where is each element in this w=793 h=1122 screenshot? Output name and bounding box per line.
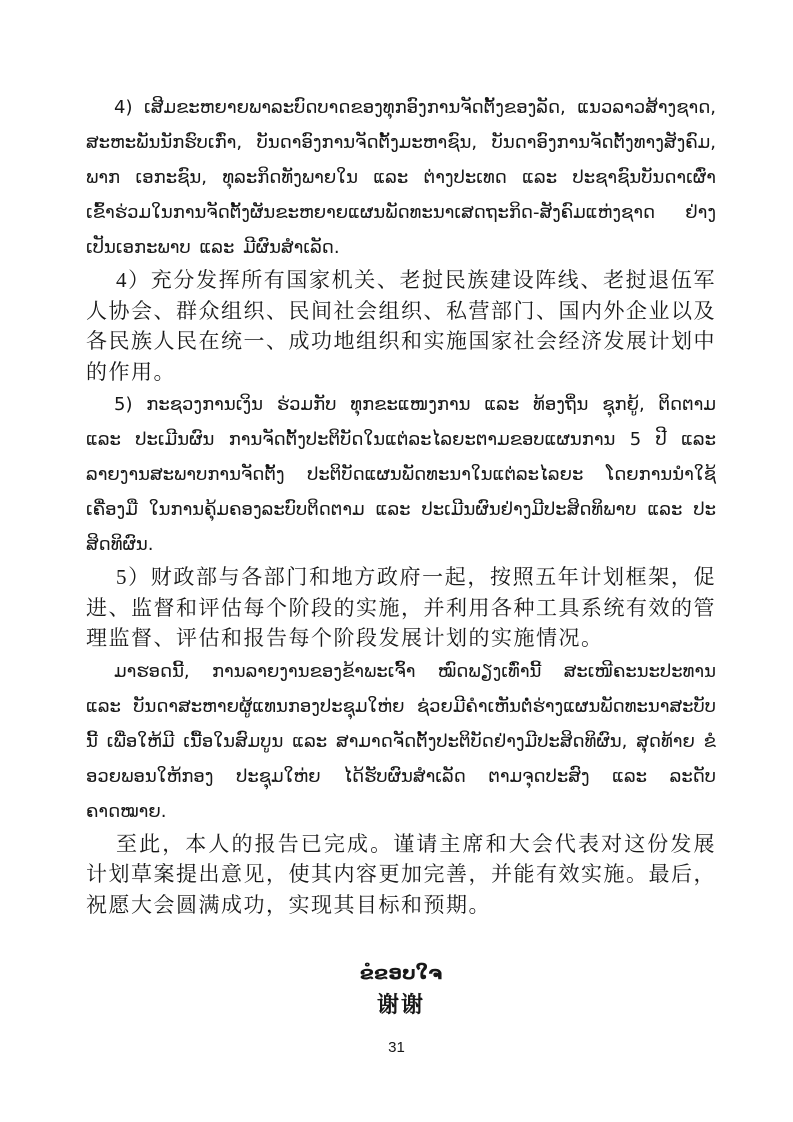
paragraph-closing-remarks-chinese: 至此，本人的报告已完成。谨请主席和大会代表对这份发展计划草案提出意见，使其内容更加完善，并能有效实施。最后，祝愿大会圆满成功，实现其目标和预期。	[86, 831, 716, 917]
paragraph-item-4-lao: 4) ເສີມຂະຫຍາຍພາລະບົດບາດຂອງທຸກອົງການຈັດຕັ້ງຂອງລັດ, ແນວລາວສ້າງຊາດ, ສະຫະພັນນັກຮົບເກົ່າ, ບັນດາອົງການຈັດຕັ້ງມະຫາຊົນ, ບັນດາອົງການຈັດຕັ້ງທາງສັງຄົມ, ພາກ ເອກະຊົນ, ທຸລະກິດທັງພາຍໃນ ແລະ ຕ່າງປະເທດ ແລະ ປະຊາຊົນບັນດາເຜົ່າ ເຂົ້າຮ່ວມໃນການຈັດຕັ້ງຜັນຂະຫຍາຍແຜນພັດທະນາເສດຖະກິດ-ສັງຄົມແຫ່ງຊາດ ຢ່າງເປັນເອກະພາບ ແລະ ມີຜົນສໍາເລັດ.	[86, 97, 716, 258]
thank-you-block	[86, 958, 716, 1022]
paragraph-item-5-lao: 5) ກະຊວງການເງິນ ຮ່ວມກັບ ທຸກຂະແໜງການ ແລະ ທ້ອງຖິ່ນ ຊຸກຍູ້, ຕິດຕາມ ແລະ ປະເມີນຜົນ ການຈັດຕັ້ງປະຕິບັດໃນແຕ່ລະໄລຍະຕາມຂອບແຜນການ 5 ປີ ແລະ ລາຍງານສະພາບການຈັດຕັ້ງ ປະຕິບັດແຜນພັດທະນາໃນແຕ່ລະໄລຍະ ໂດຍການນໍາໃຊ້ເຄື່ອງມື ໃນການຄຸ້ມຄອງລະບົບຕິດຕາມ ແລະ ປະເມີນຜົນຢ່າງມີປະສິດທິພາບ ແລະ ປະສິດທິຜົນ.	[86, 394, 716, 555]
paragraph-item-5-chinese: 5）财政部与各部门和地方政府一起，按照五年计划框架，促进、监督和评估每个阶段的实施，并利用各种工具系统有效的管理监督、评估和报告每个阶段发展计划的实施情况。	[86, 565, 716, 650]
page-number: 31	[388, 1039, 405, 1056]
paragraph-closing-remarks-lao: ມາຮອດນີ້, ການລາຍງານຂອງຂ້າພະເຈົ້າ ໝົດພຽງເທົ່ານີ້ ສະເໜີຄະນະປະທານ ແລະ ບັນດາສະຫາຍຜູ້ແທນກອງປະຊຸມໃຫ່ຍ ຊ່ວຍມີຄໍາເຫັນຕໍ່ຮ່າງແຜນພັດທະນາສະບັບນີ້ ເພື່ອໃຫ້ມີ ເນື້ອໃນສົມບູນ ແລະ ສາມາດຈັດຕັ້ງປະຕິບັດຢ່າງມີປະສິດທິຜົນ, ສຸດທ້າຍ ຂໍອວຍພອນໃຫ້ກອງ ປະຊຸມໃຫ່ຍ ໄດ້ຮັບຜົນສໍາເລັດ ຕາມຈຸດປະສົງ ແລະ ລະດັບຄາດໝາຍ.	[86, 660, 716, 822]
paragraph-item-4-chinese: 4）充分发挥所有国家机关、老挝民族建设阵线、老挝退伍军人协会、群众组织、民间社会组织、私营部门、国内外企业以及各民族人民在统一、成功地组织和实施国家社会经济发展计划中的作用。	[86, 268, 716, 384]
thank-you-lao: ຂໍຂອບໃຈ	[359, 962, 443, 984]
thank-you-chinese: 谢谢	[376, 992, 425, 1017]
